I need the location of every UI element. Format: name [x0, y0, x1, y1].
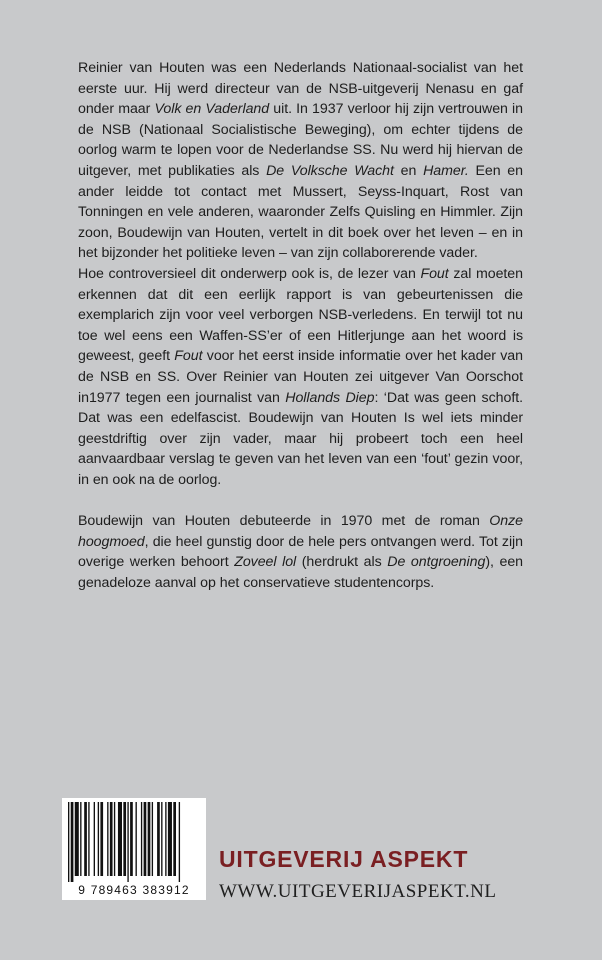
isbn-barcode	[62, 798, 206, 900]
text-run: (herdrukt als	[296, 554, 388, 571]
italic-title-run: Zoveel lol	[234, 554, 297, 571]
text-run: uit. In 1937 verloor hij zijn vertrouwen in de NSB (Nationaal Socialistische Beweging), om echter tijdens de oorlog warm te lopen voor de Nederlandse SS. Nu werd hij hiervan de uitgever, met publikaties als	[78, 101, 523, 179]
text-run: zal moeten erkennen dat dit een eerlijk rapport is van gebeurtenissen die exemplarich zijn voor veel verborgen NSB-verledens. En terwijl tot nu toe wel eens een Waffen-SS’er of een Hitlerjunge aan het woord is geweest, geeft	[78, 265, 523, 365]
text-run: voor het eerst inside informatie over het kader van de NSB en SS. Over Reinier van Houten zei uitgever Van Oorschot in1977 tegen een journalist van	[78, 348, 523, 406]
text-run: , die heel gunstig door de hele pers ontvangen werd. Tot zijn overige werken behoort	[78, 533, 523, 571]
blurb-paragraph-2	[78, 264, 523, 491]
text-run: en	[393, 162, 424, 179]
text-run: ), een genadeloze aanval op het conservatieve studentencorps.	[78, 554, 524, 591]
italic-title-run: Onze hoogmoed	[78, 513, 523, 550]
italic-title-run: Hollands Diep	[285, 389, 375, 406]
italic-title-run: Fout	[420, 265, 449, 282]
back-cover-blurb	[78, 58, 523, 593]
blurb-paragraph-3	[78, 511, 523, 593]
italic-title-run: De ontgroening	[387, 554, 486, 571]
text-run: Hoe controversieel dit onderwerp ook is, de lezer van	[78, 265, 421, 282]
text-run: : ‘Dat was geen schoft. Dat was een edelfascist. Boudewijn van Houten Is wel iets minder geestdriftig over zijn vader, maar hij probeert toch een heel aanvaardbaar verslag te geven van het leven van een ‘fout’ gezin voor, in en ook na de oorlog.	[78, 389, 523, 488]
italic-title-run: De Volksche Wacht	[266, 162, 394, 179]
publisher-website: WWW.UITGEVERIJASPEKT.NL	[219, 881, 497, 902]
text-run: Boudewijn van Houten debuteerde in 1970 met de roman	[78, 513, 490, 530]
italic-title-run: Hamer.	[423, 162, 469, 179]
italic-title-run: Fout	[174, 348, 203, 365]
text-run: Een en ander leidde tot contact met Mussert, Seyss-Inquart, Rost van Tonningen en vele anderen, waaronder Zelfs Quisling en Himmler. Zijn zoon, Boudewijn van Houten, vertelt in dit boek over het leven – en in het bijzonder het politieke leven – van zijn collaborerende vader.	[78, 162, 523, 262]
publisher-name: UITGEVERIJ ASPEKT	[219, 846, 469, 872]
isbn-digits: 9 789463 383912	[78, 883, 190, 897]
blurb-paragraph-1	[78, 58, 523, 264]
text-run: Reinier van Houten was een Nederlands Nationaal-socialist van het eerste uur. Hij werd directeur van de NSB-uitgeverij Nenasu en gaf onder maar	[78, 60, 523, 118]
barcode-bars	[68, 802, 200, 882]
italic-title-run: Volk en Vaderland	[154, 101, 270, 118]
